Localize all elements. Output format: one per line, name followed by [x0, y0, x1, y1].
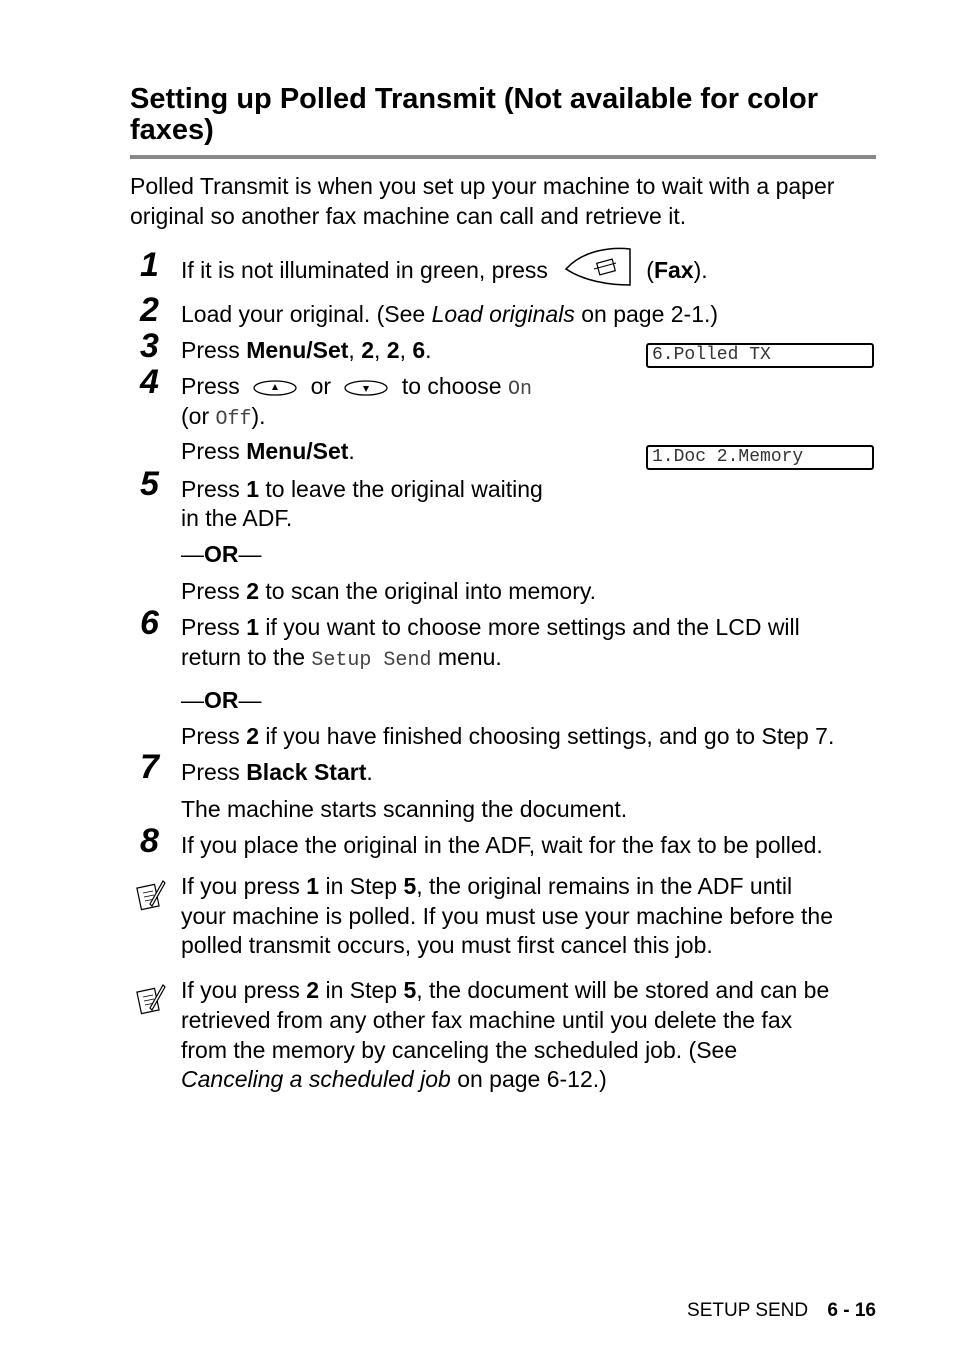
step-5-alt-text: Press 2 to scan the original into memory.: [181, 578, 597, 604]
step-number: 5: [140, 465, 159, 503]
step-8-text: If you place the original in the ADF, wait for the fax to be polled.: [181, 832, 823, 858]
step-6-text-line2: return to the Setup Send menu.: [181, 644, 502, 672]
note-pencil-icon: [136, 878, 166, 912]
fax-key-icon: [564, 245, 634, 289]
step-2-text: Load your original. (See Load originals on page 2-1.): [181, 301, 719, 327]
up-arrow-key-icon: [252, 378, 298, 398]
page-number: 6 - 16: [827, 1300, 876, 1321]
down-arrow-key-icon: [343, 378, 389, 398]
step-4-text-line2: (or Off).: [181, 403, 266, 431]
step-1-text: If it is not illuminated in green, press (Fax).: [181, 255, 708, 287]
or-separator: —OR—: [181, 687, 262, 713]
step-4-text: Press or to choose On: [181, 373, 532, 401]
lcd-display: 1.Doc 2.Memory: [646, 445, 874, 470]
step-7-text: Press Black Start.: [181, 759, 373, 785]
note-2-line4: Canceling a scheduled job on page 6-12.): [181, 1066, 607, 1092]
step-number: 3: [140, 327, 159, 365]
page-footer: [687, 1300, 876, 1322]
step-4-text-line3: Press Menu/Set.: [181, 438, 355, 464]
note-2-line3: from the memory by canceling the scheduled job. (See: [181, 1037, 738, 1063]
or-separator: —OR—: [181, 541, 262, 567]
page-title: Setting up Polled Transmit (Not available for color faxes): [130, 83, 819, 146]
step-number: 6: [140, 604, 159, 642]
step-number: 2: [140, 291, 159, 329]
intro-paragraph: Polled Transmit is when you set up your machine to wait with a paper original so another fax machine can call and retrieve it.: [130, 173, 835, 229]
step-7-result: The machine starts scanning the document.: [181, 796, 628, 822]
note-1-line3: polled transmit occurs, you must first cancel this job.: [181, 932, 713, 958]
step-6-text: Press 1 if you want to choose more settings and the LCD will: [181, 614, 800, 640]
note-2-line1: If you press 2 in Step 5, the document will be stored and can be: [181, 977, 830, 1003]
step-number: 8: [140, 822, 159, 860]
step-number: 1: [140, 246, 159, 284]
step-5-text-line2: in the ADF.: [181, 505, 293, 531]
note-1-line2: your machine is polled. If you must use your machine before the: [181, 903, 834, 929]
note-1-line1: If you press 1 in Step 5, the original remains in the ADF until: [181, 873, 793, 899]
step-5-text: Press 1 to leave the original waiting: [181, 476, 543, 502]
step-number: 4: [140, 363, 159, 401]
title-rule: [130, 155, 876, 159]
footer-section: SETUP SEND: [687, 1300, 809, 1321]
step-3-text: Press Menu/Set, 2, 2, 6.: [181, 337, 432, 363]
note-pencil-icon: [136, 982, 166, 1016]
step-number: 7: [140, 748, 159, 786]
note-2-line2: retrieved from any other fax machine until you delete the fax: [181, 1007, 793, 1033]
lcd-display: 6.Polled TX: [646, 343, 874, 368]
step-6-alt-text: Press 2 if you have finished choosing settings, and go to Step 7.: [181, 723, 835, 749]
